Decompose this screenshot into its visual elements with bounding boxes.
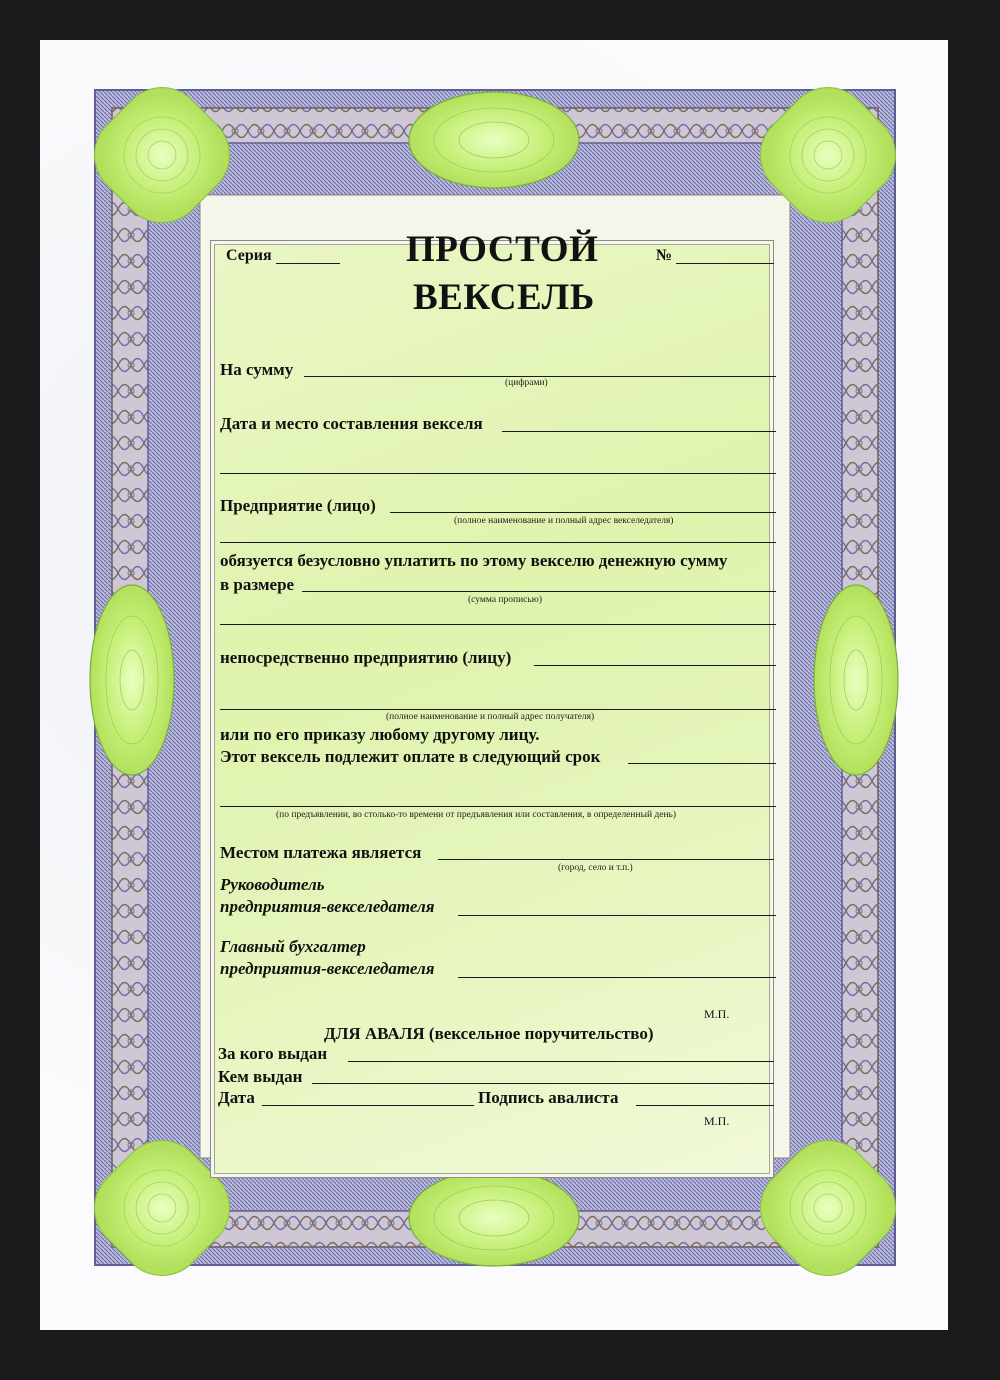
aval-date-field[interactable]	[262, 1105, 474, 1106]
aval-for-whom-field[interactable]	[348, 1061, 774, 1062]
sum-in-words-hint: (сумма прописью)	[468, 595, 542, 605]
enterprise-hint: (полное наименование и полный адрес векселедателя)	[454, 516, 674, 526]
seal-mark-1: М.П.	[704, 1007, 730, 1021]
enterprise-field-line2[interactable]	[220, 542, 776, 543]
payee-field-line2[interactable]	[220, 709, 776, 710]
aval-by-whom-field[interactable]	[312, 1083, 774, 1084]
head-label-line1: Руководитель	[220, 875, 325, 894]
aval-by-whom-label: Кем выдан	[218, 1067, 303, 1086]
accountant-label-line2: предприятия-векселедателя	[220, 959, 435, 978]
payee-label: непосредственно предприятию (лицу)	[220, 648, 512, 667]
term-field-line2[interactable]	[220, 806, 776, 807]
aval-for-whom-label: За кого выдан	[218, 1044, 328, 1063]
head-label-line2: предприятия-векселедателя	[220, 897, 435, 916]
amount-field[interactable]	[304, 376, 776, 377]
series-label: Серия	[226, 247, 272, 264]
payee-hint: (полное наименование и полный адрес получателя)	[386, 712, 595, 722]
aval-signature-field[interactable]	[636, 1105, 774, 1106]
obligation-text-line2: в размере	[220, 575, 295, 594]
obligation-text-line1: обязуется безусловно уплатить по этому векселю денежную сумму	[220, 551, 728, 570]
aval-date-label: Дата	[218, 1088, 255, 1107]
order-clause: или по его приказу любому другому лицу.	[220, 725, 540, 744]
accountant-signature-field[interactable]	[458, 977, 776, 978]
term-hint: (по предъявлении, во столько-то времени от предъявления или составления, в определенный день)	[276, 810, 677, 820]
date-place-field[interactable]	[502, 431, 776, 432]
amount-hint: (цифрами)	[505, 378, 548, 388]
number-field[interactable]	[676, 263, 774, 264]
accountant-label-line1: Главный бухгалтер	[220, 937, 366, 956]
number-label: №	[656, 247, 673, 264]
payment-place-hint: (город, село и т.п.)	[558, 863, 633, 873]
enterprise-field[interactable]	[390, 512, 776, 513]
date-place-field-line2[interactable]	[220, 473, 776, 474]
seal-mark-2: М.П.	[704, 1114, 730, 1128]
aval-heading: ДЛЯ АВАЛЯ (вексельное поручительство)	[324, 1024, 654, 1043]
sum-in-words-field[interactable]	[302, 591, 776, 592]
aval-signature-label: Подпись авалиста	[478, 1088, 619, 1107]
term-field[interactable]	[628, 763, 776, 764]
payment-place-label: Местом платежа является	[220, 843, 422, 862]
term-label: Этот вексель подлежит оплате в следующий срок	[220, 747, 601, 766]
date-place-label: Дата и место составления векселя	[220, 414, 483, 433]
enterprise-label: Предприятие (лицо)	[220, 496, 376, 515]
amount-label: На сумму	[220, 360, 294, 379]
payee-field[interactable]	[534, 665, 776, 666]
promissory-note-sheet	[40, 40, 948, 1330]
document-title-line1: ПРОСТОЙ	[406, 229, 599, 270]
sum-in-words-field-line2[interactable]	[220, 624, 776, 625]
payment-place-field[interactable]	[438, 859, 774, 860]
series-field[interactable]	[276, 263, 340, 264]
document-title-line2: ВЕКСЕЛЬ	[413, 277, 595, 318]
head-signature-field[interactable]	[458, 915, 776, 916]
